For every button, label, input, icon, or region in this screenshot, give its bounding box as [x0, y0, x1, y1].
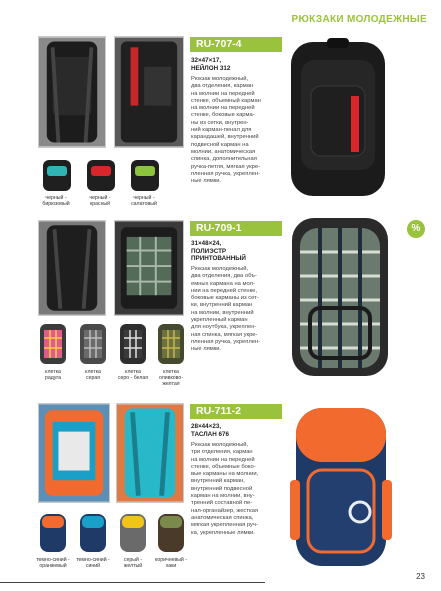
variant-label-3: клетка серо - белая [117, 369, 149, 381]
detail-photo-back [116, 403, 184, 503]
variant-thumb-3[interactable] [118, 322, 148, 366]
product-code: RU-707-4 [190, 37, 282, 52]
product-main-image [286, 400, 396, 570]
product-code: RU-709-1 [190, 221, 282, 236]
product-main-image [283, 36, 393, 200]
product-description: Рюкзак молодежный, три отделения, карман на молнии на передней стенке, объемные боко- вые карманы на молнии, внутренний карман, внутренний подвесной карман на молнии, вну- тренний составной пе- нал-органайзер, жесткая анатомическая спинка, мягкая укрепленная руч- ка, укрепленные лямки. [191, 442, 259, 536]
variant-thumb-2[interactable] [84, 158, 118, 192]
detail-photo-inside [114, 220, 184, 316]
discount-badge: % [407, 220, 425, 238]
variant-label-4: коричневый - хаки [155, 557, 187, 569]
variant-label-4: клетка оливково- желтая [159, 369, 183, 387]
page-header-title: РЮКЗАКИ МОЛОДЕЖНЫЕ [291, 14, 427, 25]
variant-label-2: темно-синий - синий [76, 557, 110, 569]
variant-thumb-1[interactable] [38, 322, 68, 366]
variant-thumb-4[interactable] [156, 322, 186, 366]
product-spec: 28×44×23, ТАСЛАН 676 [191, 423, 229, 438]
variant-label-3: серый - желтый [123, 557, 143, 569]
product-description: Рюкзак молодежный, два отделения, карман на молнии на передней стенке, объемный карман на молнии на передней стенке, боковые карма- ны из сетки, внутрен- ний карман-пенал для карандашей, внутренний подвесной карман на молнии, анатомическая спинка, дополнительная ручка-петля, мягкая укре- пленная ручка, укреплен- ные лямки. [191, 76, 261, 185]
variant-thumb-3[interactable] [128, 158, 162, 192]
product-code: RU-711-2 [190, 404, 282, 419]
variant-thumb-3[interactable] [118, 512, 148, 554]
variant-thumb-2[interactable] [78, 322, 108, 366]
detail-photo-back [38, 36, 106, 148]
product-spec: 32×47×17, НЕЙЛОН 312 [191, 57, 231, 72]
variant-label-2: клетка серая [85, 369, 101, 381]
variant-thumb-1[interactable] [40, 158, 74, 192]
detail-photo-side [114, 36, 184, 148]
variant-label-1: черный - бирюзовый [42, 195, 70, 207]
variant-thumb-4[interactable] [156, 512, 186, 554]
page-number: 23 [416, 572, 425, 581]
variant-thumb-2[interactable] [78, 512, 108, 554]
detail-photo-back [38, 220, 106, 316]
variant-thumb-1[interactable] [38, 512, 68, 554]
variant-label-3: черный - салатовый [131, 195, 157, 207]
product-description: Рюкзак молодежный, два отделения, два объ- емных кармана на мол- нии на передней стенке, боковые карманы из сет- ки, внутренний карман на молнии, внутренний укрепленный карман для ноутбука, укреплен- ная спинка, мягкая укре- пленная ручка, укреплен- ные лямки. [191, 266, 261, 353]
footer-divider [0, 582, 265, 583]
product-spec: 31×48×24, ПОЛИЭСТР ПРИНТОВАННЫЙ [191, 240, 246, 263]
product-main-image [284, 212, 396, 380]
variant-label-2: черный - красный [89, 195, 111, 207]
variant-label-1: темно-синий - оранжевый [36, 557, 70, 569]
variant-label-1: клетка радуга [44, 369, 62, 381]
detail-photo-inside [38, 403, 110, 503]
